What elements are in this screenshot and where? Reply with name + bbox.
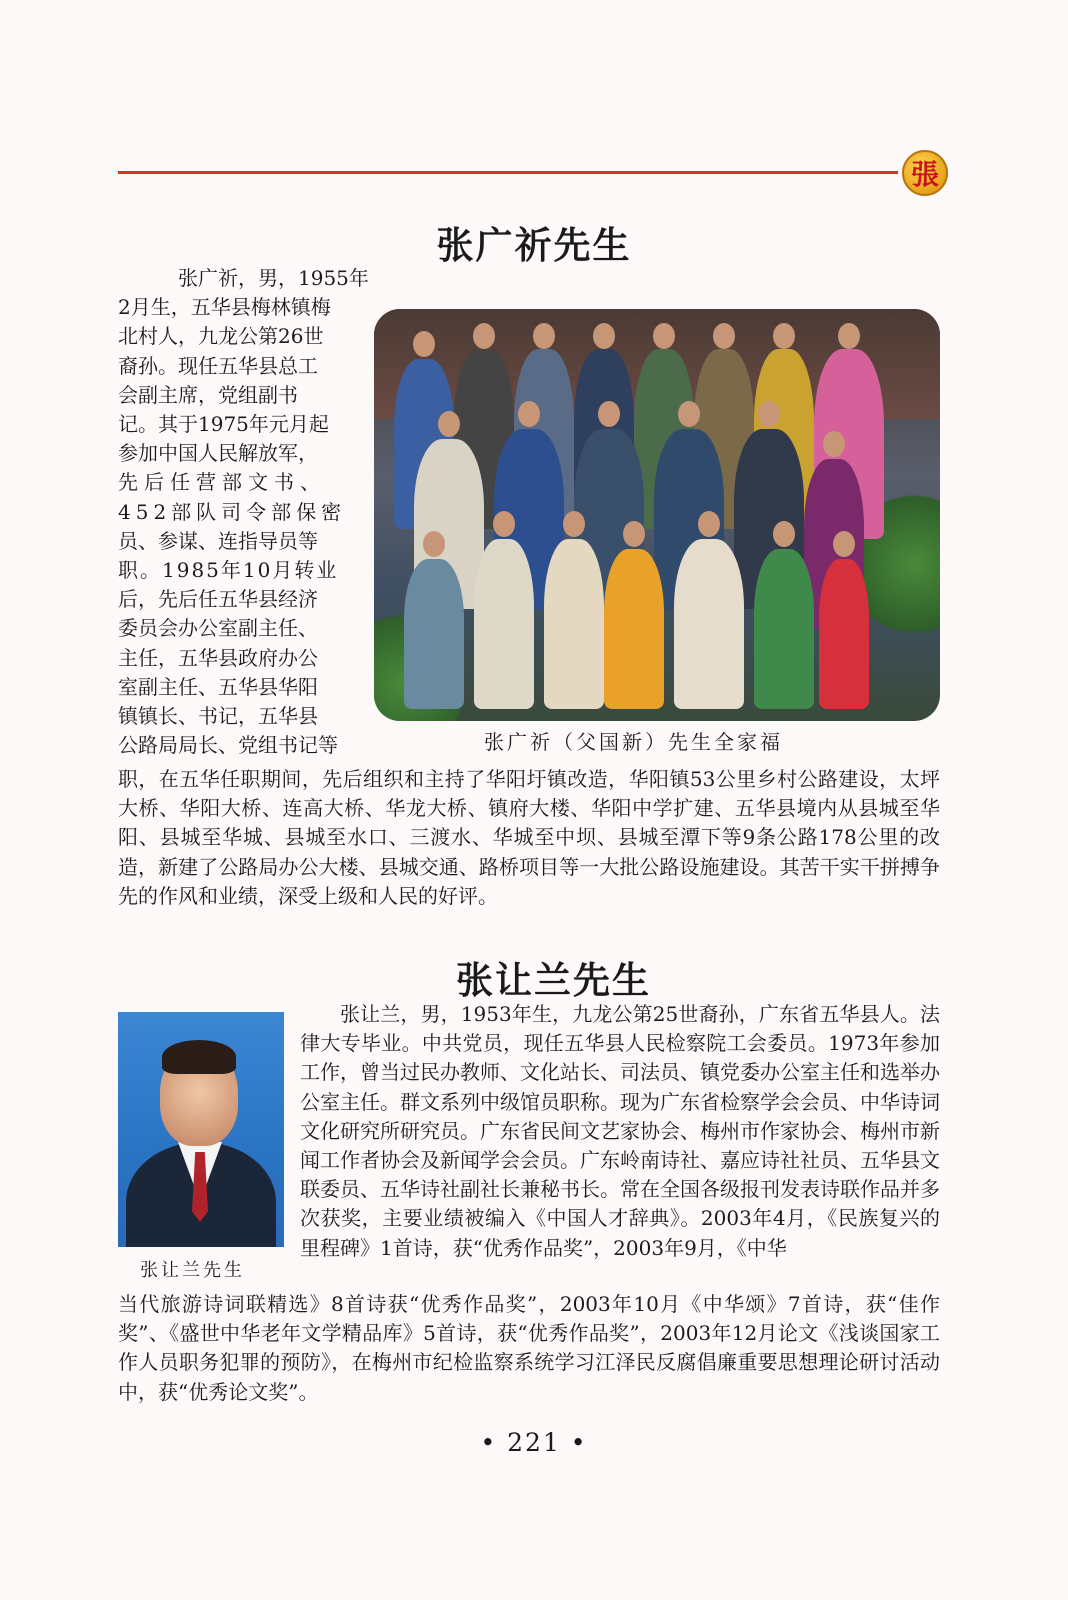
col-line: 452部队司令部保密 <box>118 499 347 524</box>
col-line: 参加中国人民解放军， <box>118 441 318 466</box>
col-line: 职。1985年10月转业 <box>118 558 339 583</box>
section2-column-text: 张让兰，男，1953年生，九龙公第25世裔孙，广东省五华县人。法律大专毕业。中共党员，现任五华县人民检察院工会委员。1973年参加工作，曾当过民办教师、文化站长、司法员、镇党委办公室主任和选举办公室主任。群文系列中级馆员职称。现为广东省检察学会会员、中华诗词文化研究所研究员。广东省民间文艺家协会、梅州市作家协会、梅州市新闻工作者协会及新闻学会会员。广东岭南诗社、嘉应诗社社员、五华县文联委员、五华诗社副社长兼秘书长。常在全国各级报刊发表诗联作品并多次获奖，主要业绩被编入《中国人才辞典》。2003年4月，《民族复兴的里程碑》1首诗，获“优秀作品奖”，2003年9月，《中华 <box>300 1002 940 1260</box>
col-line: 后，先后任五华县经济 <box>118 587 318 612</box>
page-number: • 221 • <box>480 1428 588 1457</box>
section1-body-text: 职，在五华任职期间，先后组织和主持了华阳圩镇改造，华阳镇53公里乡村公路建设，太坪大桥、华阳大桥、连高大桥、华龙大桥、镇府大楼、华阳中学扩建、五华县境内从县城至华阳、县城至华城、县城至水口、三渡水、华城至中坝、县城至潭下等9条公路178公里的改造，新建了公路局办公大楼、县城交通、路桥项目等一大批公路设施建设。其苦干实干拼搏争先的作风和业绩，深受上级和人民的好评。 <box>118 767 940 908</box>
col-line: 裔孙。现任五华县总工 <box>118 353 318 378</box>
family-photo-caption: 张广祈（父国新）先生全家福 <box>484 730 783 754</box>
col-line: 张广祈，男，1955年 <box>178 266 369 290</box>
col-line: 镇镇长、书记，五华县 <box>118 704 318 729</box>
col-line: 记。其于1975年元月起 <box>118 412 329 437</box>
col-line: 委员会办公室副主任、 <box>118 616 318 641</box>
col-line: 公路局局长、党组书记等 <box>118 733 338 758</box>
section2-body-text: 当代旅游诗词联精选》8首诗获“优秀作品奖”，2003年10月《中华颂》7首诗，获“佳作奖”、《盛世中华老年文学精品库》5首诗，获“优秀作品奖”，2003年12月论文《浅谈国家工作人员职务犯罪的预防》，在梅州市纪检监察系统学习江泽民反腐倡廉重要思想理论研讨活动中，获“优秀论文奖”。 <box>118 1292 940 1404</box>
col-line: 员、参谋、连指导员等 <box>118 528 318 553</box>
section1-column-text <box>118 264 384 760</box>
col-line: 2月生，五华县梅林镇梅 <box>118 295 331 320</box>
portrait-caption: 张让兰先生 <box>140 1260 245 1281</box>
col-line: 会副主席，党组副书 <box>118 382 298 407</box>
header-rule <box>118 171 898 174</box>
col-line: 先后任营部文书、 <box>118 470 326 495</box>
col-line: 室副主任、五华县华阳 <box>118 674 318 699</box>
col-line: 主任，五华县政府办公 <box>118 645 318 670</box>
section2-title: 张让兰先生 <box>456 959 651 1002</box>
zhang-seal-icon: 張 <box>902 150 948 196</box>
portrait-photo <box>118 1012 284 1247</box>
col-line: 北村人，九龙公第26世 <box>118 324 324 349</box>
family-photo <box>374 309 940 721</box>
section1-title: 张广祈先生 <box>436 224 632 267</box>
